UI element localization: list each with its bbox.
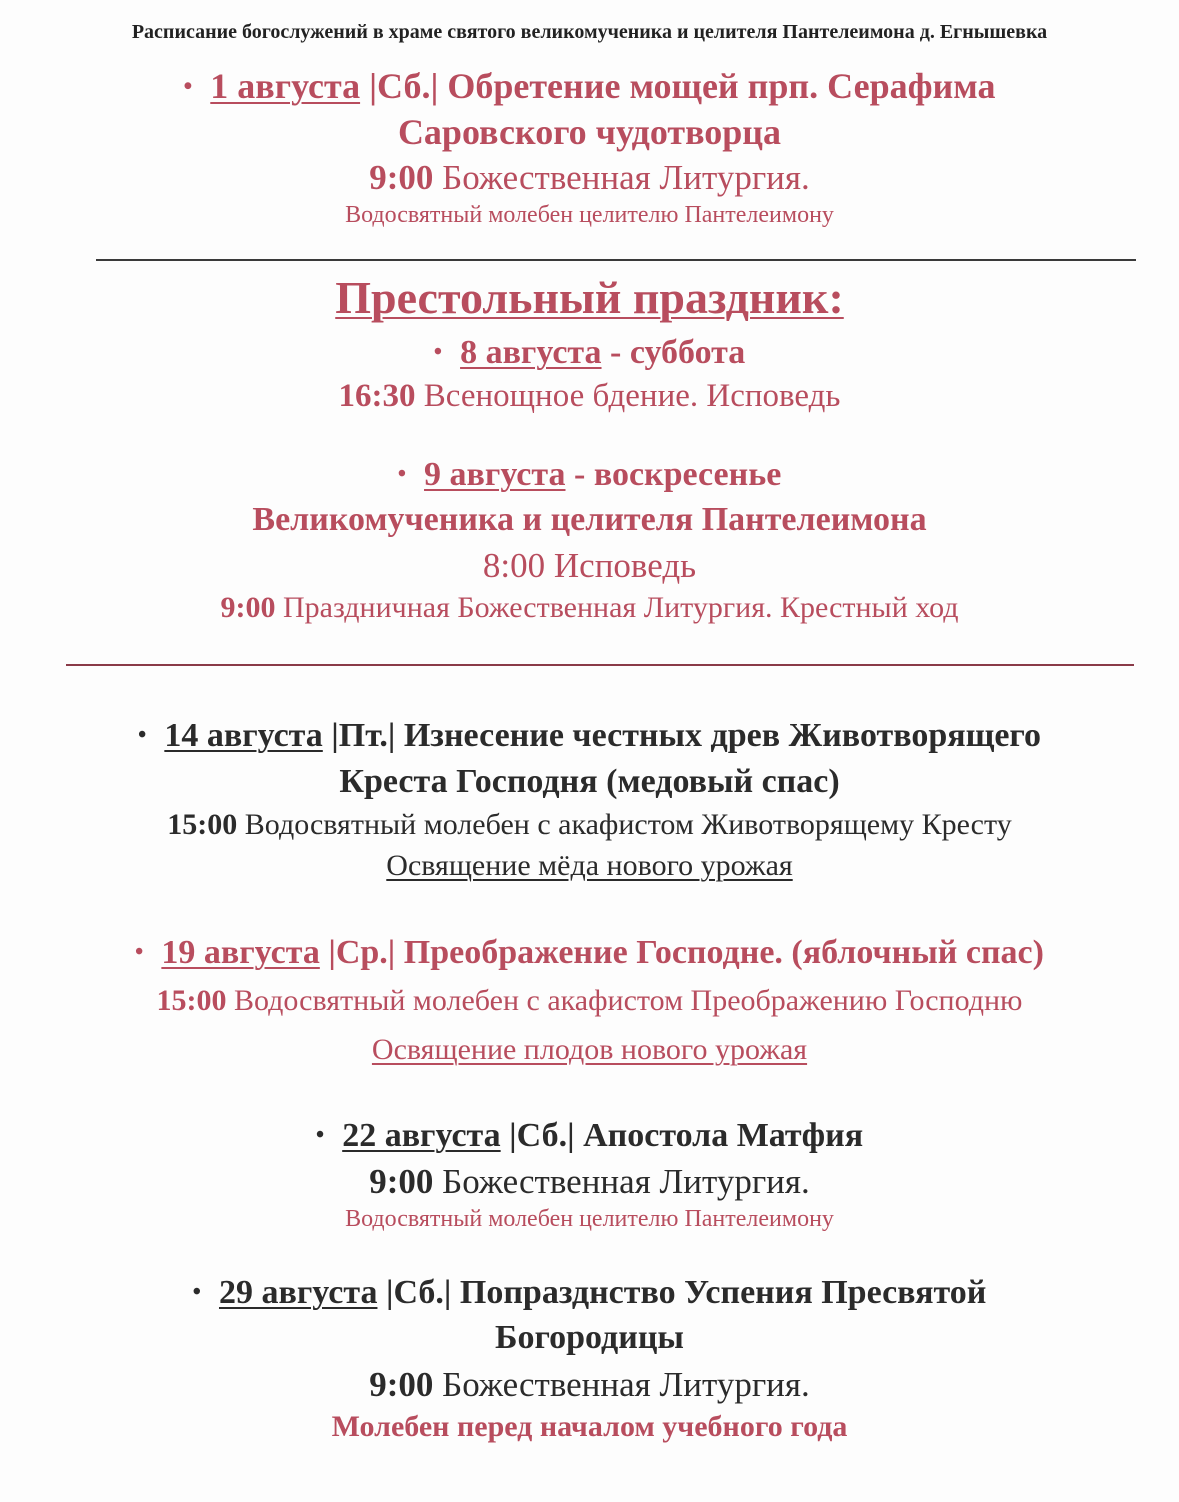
feast-day2-time: 9:00 bbox=[220, 591, 276, 624]
event-3-service bbox=[0, 810, 1179, 840]
feast-day1-weekday: - суббота bbox=[601, 334, 746, 371]
feast-day2-subtitle: Великомученика и целителя Пантелеимона bbox=[252, 501, 927, 538]
feast-day1-time: 16:30 bbox=[338, 378, 416, 414]
event-5-time: 9:00 bbox=[369, 1162, 434, 1201]
event-6-title: |Сб.| Попразднство Успения Пресвятой bbox=[377, 1274, 987, 1311]
event-6-title-line1 bbox=[0, 1276, 1179, 1310]
event-1-title: |Сб.| Обретение мощей прп. Серафима bbox=[360, 66, 996, 106]
event-5-service bbox=[0, 1164, 1179, 1199]
bullet-icon: • bbox=[183, 73, 193, 101]
feast-heading: Престольный праздник: bbox=[335, 272, 844, 323]
event-5-date: 22 августа bbox=[342, 1117, 501, 1154]
bullet-icon: • bbox=[397, 461, 407, 488]
event-5-service-name: Божественная Литургия. bbox=[433, 1162, 810, 1201]
event-1-service-name: Божественная Литургия. bbox=[433, 158, 810, 197]
event-1-title-line2: Саровского чудотворца bbox=[397, 112, 782, 152]
event-6-title-line2: Богородицы bbox=[495, 1319, 684, 1356]
event-6-note: Молебен перед началом учебного года bbox=[331, 1410, 848, 1443]
feast-day1-date: 8 августа bbox=[460, 334, 602, 371]
event-1-note: Водосвятный молебен целителю Пантелеимону bbox=[345, 202, 834, 228]
event-6-time: 9:00 bbox=[369, 1365, 434, 1404]
bullet-icon: • bbox=[315, 1122, 325, 1149]
page-header: Расписание богослужений в храме святого великомученика и целителя Пантелеимона д. Егнышевка bbox=[131, 21, 1048, 43]
feast-day2-service bbox=[0, 593, 1179, 623]
event-3-title-line1 bbox=[0, 719, 1179, 753]
event-4-title-line1 bbox=[0, 936, 1179, 970]
feast-day2-confession: 8:00 Исповедь bbox=[482, 546, 697, 585]
bullet-icon: • bbox=[137, 722, 147, 749]
event-1-title-line1 bbox=[0, 68, 1179, 104]
event-6-service-name: Божественная Литургия. bbox=[433, 1365, 810, 1404]
event-4-service-name: Водосвятный молебен с акафистом Преображению Господню bbox=[226, 984, 1023, 1017]
event-3-title: |Пт.| Изнесение честных древ Животворящего bbox=[322, 717, 1042, 754]
event-5-note: Водосвятный молебен целителю Пантелеимону bbox=[345, 1206, 834, 1232]
feast-day2-title bbox=[0, 458, 1179, 492]
event-5-title-line1 bbox=[0, 1119, 1179, 1153]
event-1-date: 1 августа bbox=[210, 66, 361, 106]
event-3-date: 14 августа bbox=[164, 717, 323, 754]
bullet-icon: • bbox=[192, 1279, 201, 1306]
event-1-service bbox=[0, 160, 1179, 195]
feast-day2-service-name: Праздничная Божественная Литургия. Крестный ход bbox=[275, 591, 959, 624]
feast-day1-title bbox=[0, 336, 1179, 370]
bullet-icon: • bbox=[433, 339, 443, 366]
event-4-service bbox=[0, 986, 1179, 1016]
feast-day2-date: 9 августа bbox=[424, 456, 566, 493]
event-3-time: 15:00 bbox=[167, 808, 238, 841]
event-1-time: 9:00 bbox=[369, 158, 434, 197]
event-4-date: 19 августа bbox=[161, 934, 320, 971]
feast-day1-service-name: Всенощное бдение. Исповедь bbox=[415, 378, 841, 414]
event-3-service-name: Водосвятный молебен с акафистом Животворящему Кресту bbox=[237, 808, 1012, 841]
divider bbox=[66, 664, 1134, 666]
divider bbox=[96, 259, 1136, 261]
event-4-title: |Ср.| Преображение Господне. (яблочный спас) bbox=[319, 934, 1044, 971]
feast-day1-service bbox=[0, 380, 1179, 413]
event-3-title-line2: Креста Господня (медовый спас) bbox=[339, 763, 840, 800]
feast-day2-weekday: - воскресенье bbox=[565, 456, 782, 493]
bullet-icon: • bbox=[135, 939, 144, 966]
event-4-note: Освящение плодов нового урожая bbox=[371, 1033, 808, 1066]
event-5-title: |Сб.| Апостола Матфия bbox=[500, 1117, 864, 1154]
event-4-time: 15:00 bbox=[156, 984, 227, 1017]
event-6-date: 29 августа bbox=[218, 1274, 378, 1311]
event-3-note: Освящение мёда нового урожая bbox=[386, 849, 793, 882]
event-6-service bbox=[0, 1367, 1179, 1402]
